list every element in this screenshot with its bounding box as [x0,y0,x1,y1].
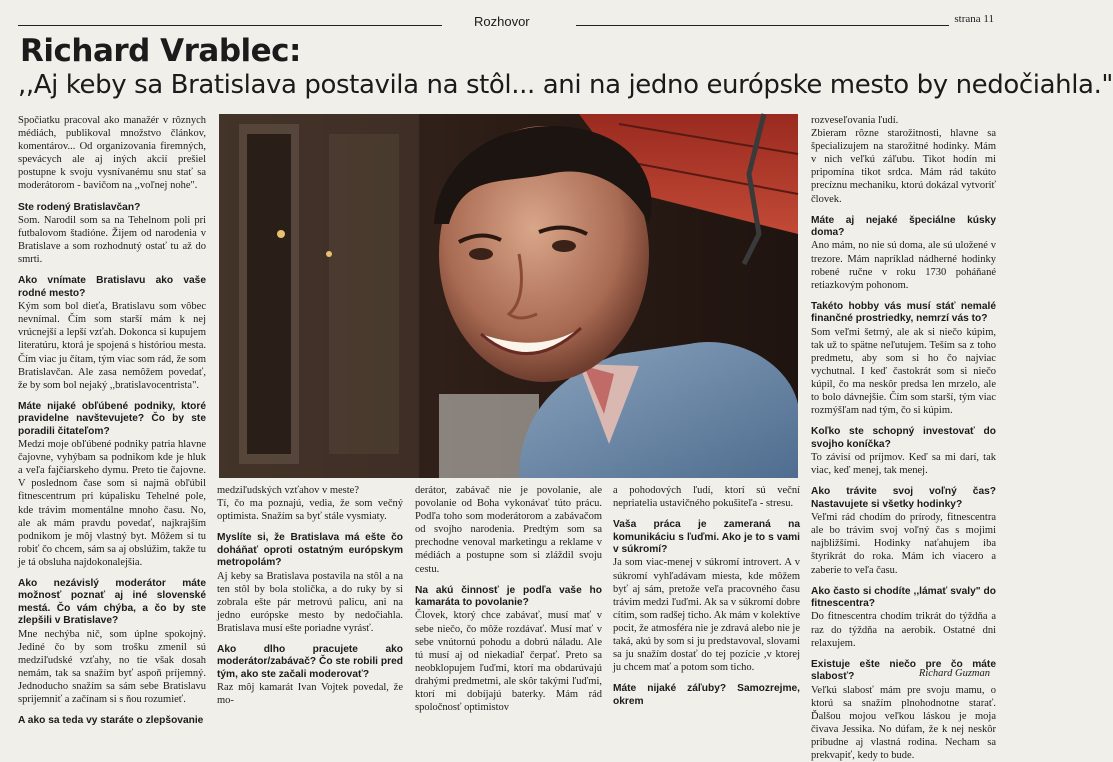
answer-paragraph: Ano mám, no nie sú doma, ale sú uložené v trezore. Mám napríklad nádherné hodinky robené ručne v roku 1730 poháňané retiazkovým pohonom. [811,239,996,291]
question: Existuje ešte niečo pre čo máte slabosť? [811,659,996,684]
answer-paragraph: Kým som bol dieťa, Bratislavu som vôbec nevnímal. Čím som starší mám k nej vrúcnejší a lepší vzťah. Dokonca si kupujem literatúru, ktorá je spojená s históriou mesta. Čím viac ju čítam, tým viac som rád, že som Bratislavčan. Ale zasa nemôžem povedať, že by som bol nejaký ,,bratislavocentrista". [18,300,206,392]
question: Máte nijaké záľuby? Samozrejme, okrem [613,683,800,708]
question: Myslíte si, že Bratislava má ešte čo doháňať oproti ostatným európskym metropolám? [217,532,403,569]
answer-paragraph: To závisí od príjmov. Keď sa mi darí, tak viac, keď menej, tak menej. [811,451,996,477]
answer-paragraph: Spočiatku pracoval ako manažér v rôznych médiách, publikoval množstvo článkov, komentárov... Od organizovania firemných, spevácych ale aj iných akcií prešiel postupne k svoju vysnívanému snu stať sa moderátorom - bavičom na ,,voľnej nohe". [18,114,206,193]
question: Takéto hobby vás musí stáť nemalé finančné prostriedky, nemrzí vás to? [811,301,996,326]
answer-paragraph: Zbieram rôzne starožitnosti, hlavne sa špecializujem na starožitné hodinky. Mám v nich veľkú záľubu. Tikot hodín mi pripomína tikot srdca. Mám rád takúto precíznu mechaniku, ktorú dokázal vytvoriť človek. [811,127,996,206]
answer-paragraph: Veľmi rád chodím do prírody, fitnescentra ale bo trávim svoj voľný čas s mojimi najbližšími. Hodinky naťahujem iba štyrikrát do roka. Mám ich viacero a zaberie to veľa času. [811,511,996,576]
answer-paragraph: a pohodových ľudí, ktorí sú veční nepriatelia ustavičného pokušiteľa - stresu. [613,484,800,510]
answer-paragraph: Ja som viac-menej v súkromí introvert. A v súkromí vyhľadávam miesta, kde môžem byť aj sám, pretože veľa pracovného času trávim medzi ľuďmi. Ak sa v súkromí dobre cítim, som radšej ticho. Ak mám v kolektíve pocit, že atmosféra nie je zdravá alebo nie je taká, akú by som si ju predstavoval, slovami sa ju snažím dostať do tej pozície ,v ktorej ju chcem mať a potom som ticho. [613,556,800,674]
text-column-5 [811,114,996,662]
portrait-photo [219,114,798,478]
text-column-3 [415,484,602,681]
question: Ako často si chodíte ,,lámať svaly" do fitnescentra? [811,586,996,611]
question: Ako vnímate Bratislavu ako vaše rodné mesto? [18,275,206,300]
question: Ako dlho pracujete ako moderátor/zabávač? Čo ste robili pred tým, ako ste začali moderovať? [217,644,403,681]
header-rule-left [18,25,442,26]
question: Ako trávite svoj voľný čas? Nastavujete si všetky hodinky? [811,486,996,511]
article-title: Richard Vrablec: [20,33,301,69]
answer-paragraph: Mne nechýba nič, som úplne spokojný. Jediné čo by som trošku zmenil sú medziľudské vzťahy, no tie však dosah nemám, tak sa snažím byť aspoň príjemný. Jednoducho snažím sa sám sebe Bratislavu sprijemniť a začínam si s ňou rozumieť. [18,628,206,707]
answer-paragraph: Do fitnescentra chodím trikrát do týždňa a raz do týždňa na aerobik. Ostatné dni relaxujem. [811,610,996,649]
answer-paragraph: Veľkú slabosť mám pre svoju mamu, o ktorú sa snažím plnohodnotne starať. Ďalšou mojou veľkou láskou je moja čivava Jessika. No dúfam, že k nej neskôr pribudne aj vlastná rodina. Necham sa prekvapiť, kedy to bude. [811,684,996,762]
question: Ako nezávislý moderátor máte možnosť poznať aj iné slovenské mestá. Čo vám chýba, a čo by ste zlepšili v Bratislave? [18,578,206,628]
answer-paragraph: derátor, zabávač nie je povolanie, ale povolanie od Boha vykonávať túto prácu. Podľa toho som moderátorom a zabávačom od svojho narodenia. Predtým som sa prechodne venoval marketingu a reklame v médiách a postupne som si zláždil svoju cestu. [415,484,602,576]
question: Máte aj nejaké špeciálne kúsky doma? [811,215,996,240]
answer-paragraph: rozveseľovania ľudí. [811,114,996,127]
answer-paragraph: Aj keby sa Bratislava postavila na stôl a na ten stôl by bola stolička, a do ruky by si zobrala ešte pár metrovú palicu, ani na jedno európske mesto by nedočiahla. Bratislava musí ešte poriadne vyrásť. [217,570,403,635]
answer-paragraph: Raz môj kamarát Ivan Vojtek povedal, že mo- [217,681,403,707]
article-subtitle: ,,Aj keby sa Bratislava postavila na stôl... ani na jedno európske mesto by nedočiahla." [18,70,1113,100]
question: Máte nijaké obľúbené podniky, ktoré pravidelne navštevujete? Čo by ste poradili čitateľom? [18,401,206,438]
text-column-4 [613,484,800,681]
answer-paragraph: Som veľmi šetrný, ale ak si niečo kúpim, tak už to spätne neľutujem. Teším sa z toho predmetu, aby som si ho čo najviac vychutnal. I keď častokrát som si niečo kúpil, čo ma neskôr predsa len mrzelo, ale to bolo dávnejšie. Čím som starší, tým viac rozmýšľam nad tým, čo si kúpim. [811,326,996,418]
question: Ste rodený Bratislavčan? [18,202,206,214]
question: Na akú činnosť je podľa vaše ho kamaráta to povolanie? [415,585,602,610]
question: Vaša práca je zameraná na komunikáciu s ľuďmi. Ako je to s vami v súkromí? [613,519,800,556]
question: A ako sa teda vy staráte o zlepšovanie [18,715,206,727]
author-byline: Richard Guzman [919,668,990,679]
text-column-2 [217,484,403,681]
portrait-illustration [219,114,798,478]
answer-paragraph: medziľudských vzťahov v meste? [217,484,403,497]
header-rule-right [576,25,949,26]
answer-paragraph: Medzi moje obľúbené podniky patria hlavne čajovne, vyhýbam sa podnikom kde je hluk a veľa fajčiarskeho dymu. Preto tie čajovne. V poslednom čase som si najmä obľúbil fitnescentrum pri kúpalisku Tehelné pole, kde trávim momentálne mnoho času. No, ale ak mám pravdu povedať, najkrajším podnikom je môj vlastný byt. Môžem si tu robiť čo chcem, sám sa aj obslúžim, takže tu je tá obsluha najdokonalejšia. [18,438,206,569]
question: Koľko ste schopný investovať do svojho koníčka? [811,426,996,451]
answer-paragraph: Som. Narodil som sa na Tehelnom poli pri futbalovom štadióne. Žijem od narodenia v Bratislave a som rozhodnutý ostať tu až do smrti. [18,214,206,266]
page-number: strana 11 [954,13,994,25]
answer-paragraph: Človek, ktorý chce zabávať, musí mať v sebe niečo, čo môže rozdávať. Musí mať v sebe vnútornú pohodu a dobrú náladu. Ale tú musí aj od niekadiaľ čerpať. Preto sa neobklopujem ľuďmi, ktorí ma obdarúvajú drahými predmetmi, ale skôr takými ľuďmi, ktorí mi dobíjajú baterky. Mám rád spoločnosť optimistov [415,609,602,714]
answer-paragraph: Tí, čo ma poznajú, vedia, že som večný optimista. Snažím sa byť stále vysmiaty. [217,497,403,523]
text-column-1 [18,114,206,681]
section-label: Rozhovor [474,14,530,29]
